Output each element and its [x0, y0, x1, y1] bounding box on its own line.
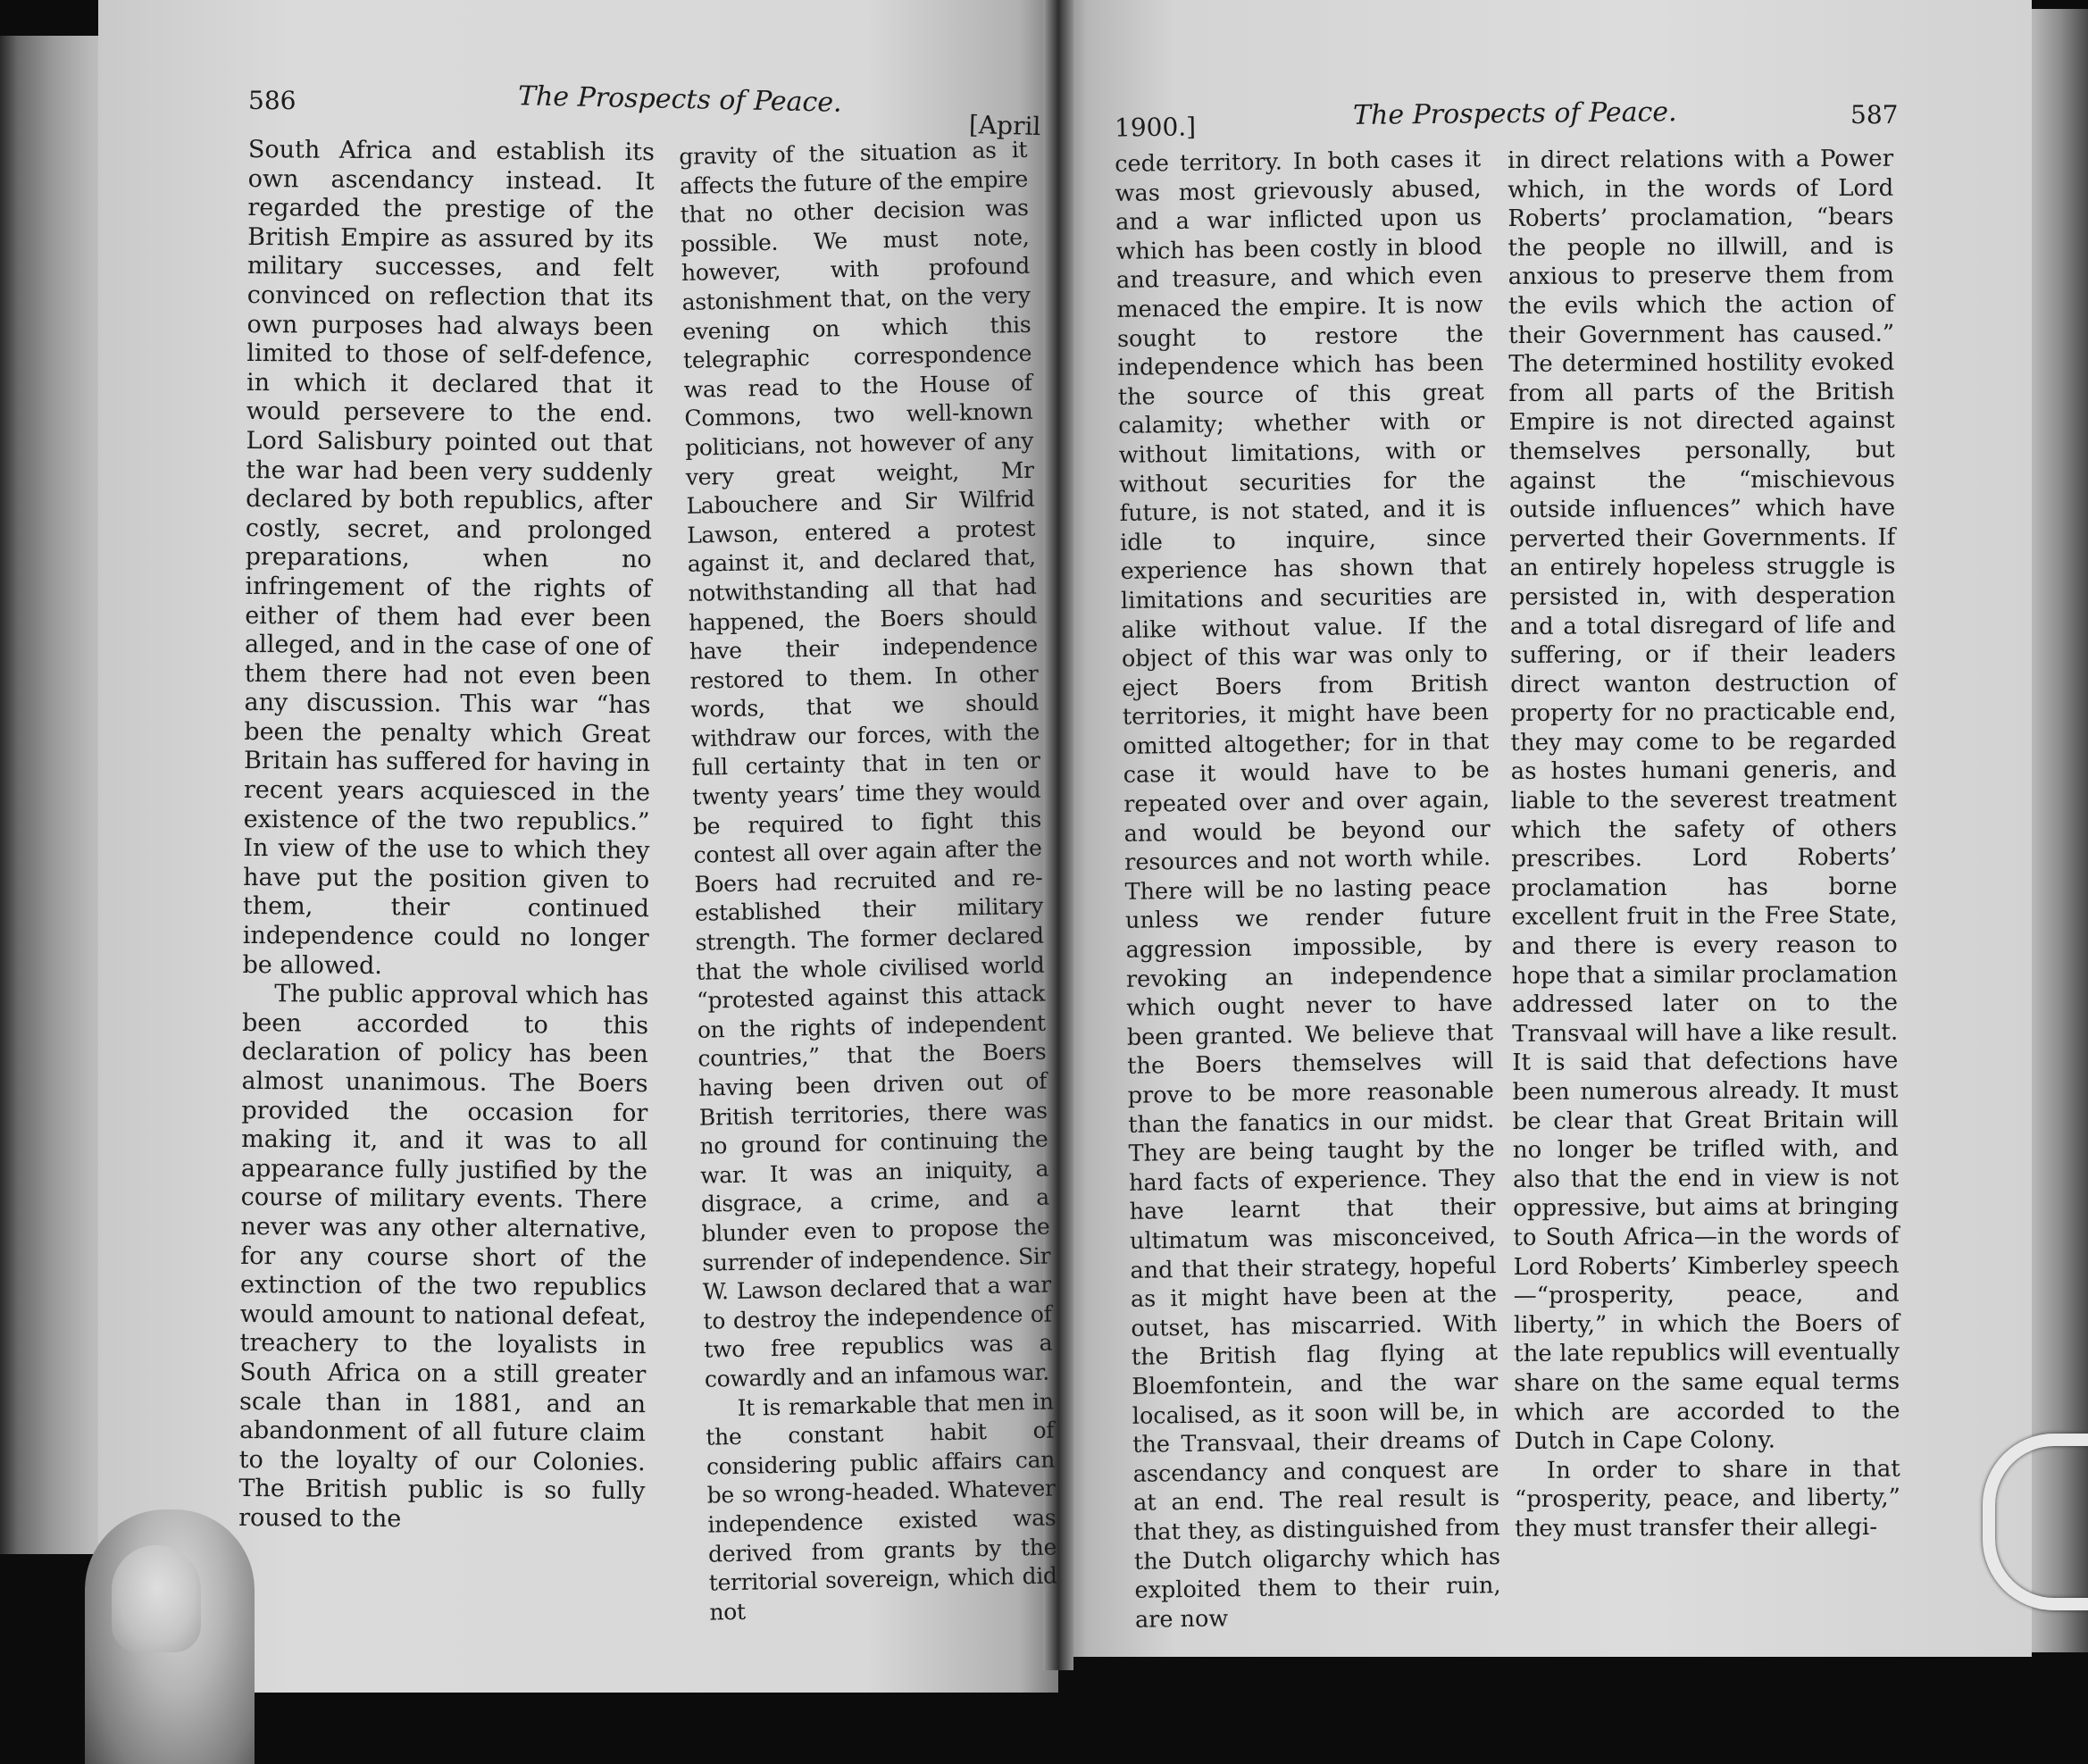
left-date-tag: [April [968, 109, 1041, 142]
paragraph: In order to share in that “prosperity, peace, and liberty,” they must transfer their allegi- [1514, 1455, 1901, 1542]
right-page-number: 587 [1850, 100, 1899, 130]
right-running-title: The Prospects of Peace. [1352, 96, 1677, 131]
paragraph: cede territory. In both cases it was most grievously abused, and a war inflicted upon us which has been costly in blood and treasure, and which even menaced the empire. It is now sought to restore the independence which has been the source of this great calamity; whether with or without limitations, with or without securities for the future, is not stated, and it is idle to inquire, since experience has shown that limitations and securities are alike without value. If the object of this war was only to eject Boers from British territories, it might have been omitted altogether; for in that case it would have to be repeated over and over again, and would be beyond our resources and not worth while. There will be no lasting peace unless we render future aggression impossible, by revoking an independence which ought never to have been granted. We believe that the Boers themselves will prove to be more reasonable than the fanatics in our midst. They are being taught by the hard facts of experience. They have learnt that their ultimatum was misconceived, and that their strategy, hopeful as it might have been at the outset, has miscarried. With the British flag flying at Bloemfontein, and the war localised, as it soon will be, in the Transvaal, their dreams of ascendancy and conquest are at an end. The real result is that they, as distinguished from the Dutch oligarchy which has exploited them to their ruin, are now [1115, 146, 1501, 1634]
binder-clip [1983, 1434, 2088, 1610]
left-column-2 [679, 136, 1058, 1627]
paragraph: in direct relations with a Power which, in the words of Lord Roberts’ proclamation, “bears the people no illwill, and is anxious to preserve them from the evils which the action of their Government has caused.” The determined hostility evoked from all parts of the British Empire is not directed against themselves personally, but against the “mischievous outside influences” which have perverted their Governments. If an entirely hopeless struggle is persisted in, with desperation and a total disregard of life and suffering, or if their leaders direct wanton destruction of property for no practicable end, they may come to be regarded as hostes humani generis, and liable to the severest treatment which the safety of others prescribes. Lord Roberts’ proclamation has borne excellent fruit in the Free State, and there is every reason to hope that a similar proclamation addressed later on to the Transvaal will have a like result. It is said that defections have been numerous already. It must be clear that Great Britain will no longer be trifled with, and also that the end in view is not oppressive, but aims at bringing to South Africa—in the words of Lord Roberts’ Kimberley speech—“prosperity, peace, and liberty,” in which the Boers of the late republics will eventually share on the same equal terms which are accorded to the Dutch in Cape Colony. [1508, 145, 1900, 1456]
right-column-2 [1508, 145, 1900, 1544]
paragraph: It is remarkable that men in the constant habit of considering public affairs can be so wrong-headed. Whatever independence existed was derived from grants by the territorial sovereign, which did not [706, 1388, 1057, 1626]
right-date-tag: 1900.] [1114, 112, 1197, 143]
right-column-1 [1115, 145, 1501, 1634]
left-page-number: 586 [248, 86, 296, 115]
left-column-1 [238, 136, 655, 1536]
paragraph: South Africa and establish its own ascendancy instead. It regarded the prestige of the British Empire as assured by its military successes, and felt convinced on reflection that its own purposes had always been limited to those of self-defence, in which it declared that it would persevere to the end. Lord Salisbury pointed out that the war had been very suddenly declared by both republics, after costly, secret, and prolonged preparations, when no infringement of the rights of either of them had ever been alleged, and in the case of one of them there had not even been any discussion. This war “has been the penalty which Great Britain has suffered for having in recent years acquiesced in the existence of the two republics.” In view of the use to which they have put the position given to them, their continued independence could no longer be allowed. [242, 136, 655, 980]
thumbnail-highlight [112, 1545, 201, 1652]
paragraph: gravity of the situation as it affects the future of the empire that no other decision was possible. We must note, however, with profound astonishment that, on the very evening on which this telegraphic correspondence was read to the House of Commons, two well-known politicians, not however of any very great weight, Mr Labouchere and Sir Wilfrid Lawson, entered a protest against it, and declared that, notwithstanding all that had happened, the Boers should have their independence restored to them. In other words, that we should withdraw our forces, with the full certainty that in ten or twenty years’ time they would be required to fight this contest all over again after the Boers had recruited and re-established their military strength. The former declared that the whole civilised world “protested against this attack on the rights of independent countries,” that the Boers having been driven out of British territories, there was no ground for continuing the war. It was an iniquity, a disgrace, a crime, and a blunder even to propose the surrender of independence. Sir W. Lawson declared that a war to destroy the independence of two free republics was a cowardly and an infamous war. [679, 136, 1053, 1392]
paragraph: The public approval which has been accorded to this declaration of policy has been almost unanimous. The Boers provided the occasion for making it, and it was to all appearance fully justified by the course of military events. There never was any other alternative, for any course short of the extinction of the two republics would amount to national defeat, treachery to the loyalists in South Africa on a still greater scale than in 1881, and an abandonment of all future claim to the loyalty of our Colonies. The British public is so fully roused to the [238, 980, 649, 1534]
left-running-title: The Prospects of Peace. [517, 80, 842, 119]
